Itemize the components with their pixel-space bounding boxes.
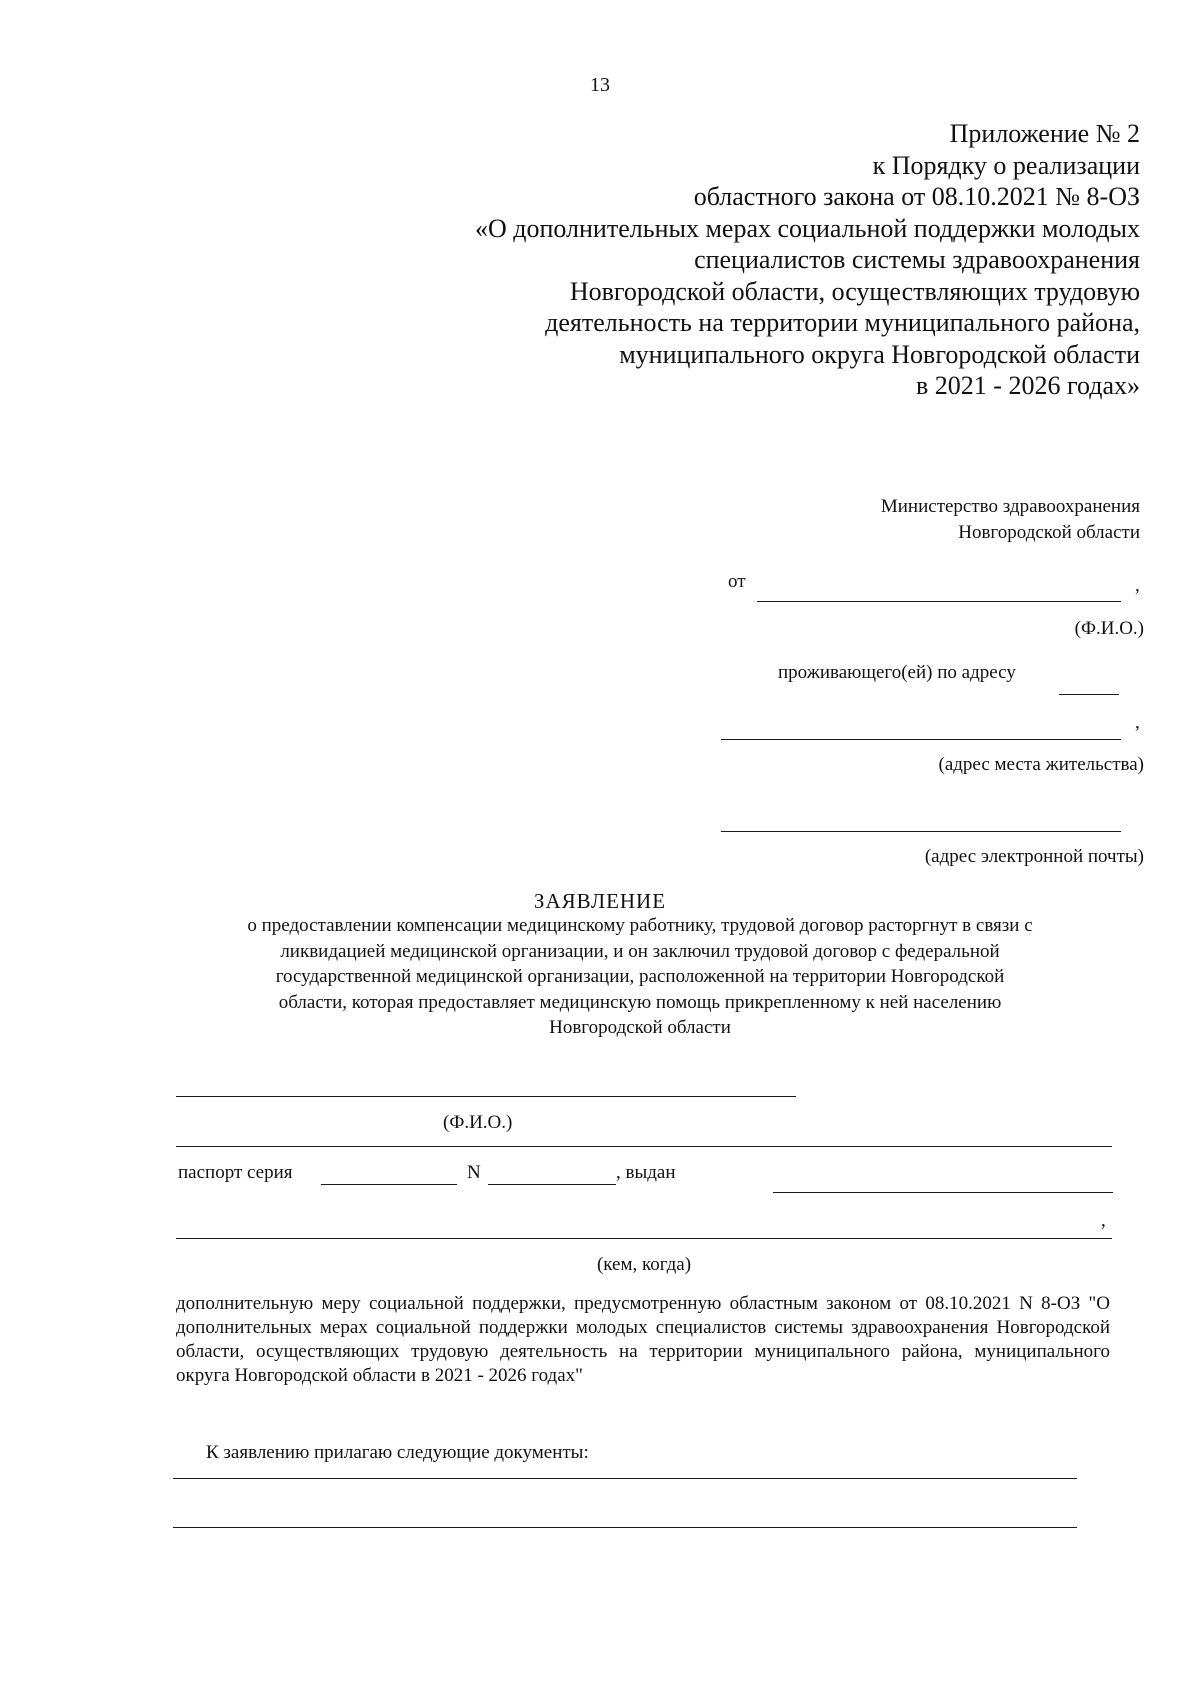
fio-caption: (Ф.И.О.)	[1074, 618, 1144, 639]
appendix-header-line: «О дополнительных мерах социальной поддержки молодых	[474, 213, 1140, 243]
addressee-line: Новгородской области	[958, 522, 1140, 543]
body-text: дополнительную меру социальной поддержки, предусмотренную областным законом от 08.10.2021 N 8-ОЗ "О дополнительных мерах социальной поддержки молодых специалистов системы здравоохранения Новгородской области, осуществляющих трудовую деятельность на территории муниципального района, муниципального округа Новгородской области в 2021 - 2026 годах"	[176, 1293, 1110, 1386]
form-fio-caption: (Ф.И.О.)	[443, 1112, 513, 1133]
subtitle-line: Новгородской области	[549, 1017, 731, 1038]
email-caption: (адрес электронной почты)	[924, 846, 1144, 867]
passport-number-label: N	[467, 1162, 481, 1183]
appendix-header-line: Новгородской области, осуществляющих трудовую	[569, 276, 1140, 306]
appendix-header-line: деятельность на территории муниципального района,	[545, 308, 1140, 337]
appendix-header-line: Приложение № 2	[949, 119, 1140, 148]
appendix-header-line: специалистов системы здравоохранения	[694, 245, 1140, 274]
form-divider-line	[176, 1146, 1112, 1147]
appendix-header-line: муниципального округа Новгородской области	[619, 339, 1140, 369]
issued-by-caption: (кем, когда)	[596, 1254, 692, 1275]
subtitle-line: о предоставлении компенсации медицинскому работнику, трудовой договор расторгнут в связи с	[247, 915, 1033, 936]
address-caption: (адрес места жительства)	[938, 754, 1144, 775]
from-label: от	[728, 571, 746, 592]
subtitle-line: области, которая предоставляет медицинскую помощь прикрепленному к ней населению	[278, 991, 1002, 1013]
subtitle-line: ликвидацией медицинской организации, и он заключил трудовой договор с федеральной	[280, 940, 1000, 962]
appendix-header	[380, 118, 1140, 402]
email-field[interactable]	[721, 831, 1121, 832]
passport-series-field[interactable]	[321, 1184, 457, 1185]
attachments-field-1[interactable]	[173, 1478, 1077, 1479]
page-number: 13	[590, 74, 610, 96]
form-fio-field[interactable]	[176, 1096, 796, 1097]
passport-issued-field-2[interactable]	[176, 1238, 1112, 1239]
passport-issued-label: , выдан	[616, 1162, 676, 1183]
subtitle-line: государственной медицинской организации, расположенной на территории Новгородской	[275, 966, 1005, 987]
address-field[interactable]	[721, 739, 1121, 740]
comma: ,	[1135, 712, 1140, 733]
application-title: ЗАЯВЛЕНИЕ	[533, 889, 667, 913]
attachments-label: К заявлению прилагаю следующие документы:	[206, 1442, 589, 1463]
comma: ,	[1101, 1210, 1106, 1231]
passport-number-field[interactable]	[488, 1184, 616, 1185]
addressee-line: Министерство здравоохранения	[880, 496, 1140, 517]
residing-label: проживающего(ей) по адресу	[778, 662, 1016, 683]
attachments-field-2[interactable]	[173, 1527, 1077, 1528]
application-subtitle	[170, 913, 1110, 1041]
appendix-header-line: в 2021 - 2026 годах»	[916, 371, 1140, 400]
passport-series-label: паспорт серия	[178, 1162, 293, 1183]
address-field-start[interactable]	[1059, 694, 1119, 695]
addressee	[720, 494, 1140, 546]
passport-issued-field[interactable]	[773, 1192, 1113, 1193]
applicant-name-field[interactable]	[757, 601, 1121, 602]
appendix-header-line: областного закона от 08.10.2021 № 8-ОЗ	[693, 182, 1140, 211]
comma: ,	[1135, 575, 1140, 596]
appendix-header-line: к Порядку о реализации	[872, 150, 1140, 180]
